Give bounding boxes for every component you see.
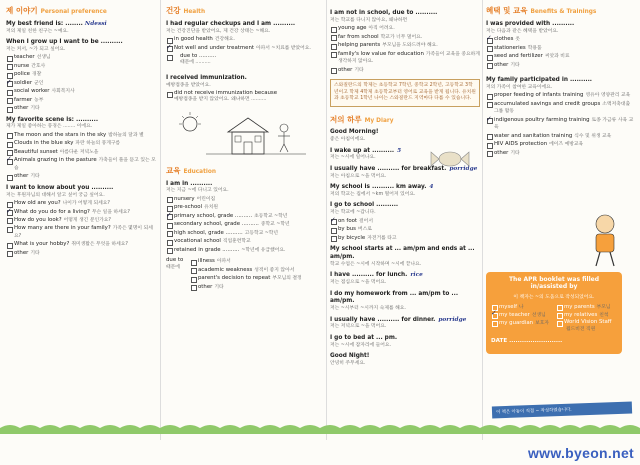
option-label-kr: 기타 bbox=[214, 284, 224, 290]
option-label: other bbox=[338, 66, 353, 73]
immunization-question: I received immunization. bbox=[166, 74, 247, 81]
option-label-kr: 식수 및 위생 교육 bbox=[574, 133, 612, 139]
option-label-kr: 기타 bbox=[354, 67, 364, 73]
option-label-kr: 무슨 일을 하세요? bbox=[91, 209, 130, 215]
checkbox-option[interactable] bbox=[6, 71, 156, 78]
option-label-kr: 고등학교 ~학년 bbox=[244, 230, 279, 236]
date-line: DATE ......................... bbox=[491, 338, 563, 344]
option-label-kr: 부모님을 도와드려야 해요. bbox=[382, 43, 438, 49]
option-label: How many are there in your family? bbox=[14, 225, 111, 232]
checkbox-option[interactable] bbox=[166, 238, 322, 245]
checkbox-option[interactable] bbox=[6, 63, 156, 70]
immunization-options bbox=[166, 90, 322, 97]
option-label-kr: 씨앗과 비료 bbox=[544, 54, 570, 60]
checkbox-option[interactable] bbox=[166, 90, 322, 97]
provided-sub: 저는 다음과 같은 혜택을 받았어요. bbox=[486, 28, 559, 34]
option-label-kr: 부모님 bbox=[596, 305, 611, 310]
box-options bbox=[491, 302, 617, 332]
option-label: indigenous poultry farming training bbox=[494, 116, 590, 123]
diary-line-kr: 저는 ~시에 잠자리에 들어요. bbox=[330, 342, 392, 348]
due-options bbox=[190, 257, 302, 291]
cartoon-child-icon bbox=[580, 210, 630, 270]
diary-line: I do my homework from ... am/pm to ... am/pm. bbox=[330, 290, 459, 305]
option-label: Clouds in the blue sky bbox=[14, 140, 74, 147]
option-label-kr: 선생님 bbox=[531, 313, 546, 318]
due-label: due to 때문에 bbox=[166, 257, 184, 270]
checkbox-option[interactable] bbox=[6, 88, 156, 95]
option-label: water and sanitation training bbox=[494, 132, 573, 139]
checkbox-option[interactable] bbox=[330, 42, 480, 49]
diary-line-kr: 좋은 아침이에요. bbox=[330, 137, 366, 143]
option-label: World Vision Staff bbox=[564, 319, 612, 325]
checkbox-option[interactable] bbox=[6, 157, 156, 172]
option-label: on foot bbox=[338, 217, 358, 224]
handwritten-answer: porridge bbox=[438, 316, 467, 323]
checkbox-option[interactable] bbox=[486, 150, 636, 157]
candy-icon bbox=[430, 148, 470, 170]
checkbox-option[interactable] bbox=[6, 132, 156, 139]
education-options bbox=[166, 196, 322, 254]
option-label: my parents bbox=[564, 304, 595, 310]
option-label: my teacher bbox=[499, 312, 530, 318]
checkbox-option[interactable] bbox=[6, 250, 156, 257]
checkbox-option[interactable] bbox=[330, 34, 480, 41]
checkbox-option[interactable] bbox=[556, 311, 617, 318]
due-block bbox=[166, 257, 322, 291]
diary-line: My school is .......... km away. 4 bbox=[330, 184, 434, 191]
grow-up-sub: 저는 커서, ~가 되고 싶어요. bbox=[6, 46, 66, 52]
option-label: farmer bbox=[14, 96, 33, 103]
diary-lines-2 bbox=[330, 246, 480, 367]
option-label: vocational school bbox=[174, 238, 221, 245]
option-label-kr: 군인 bbox=[34, 80, 44, 86]
watermark: www.byeon.net bbox=[527, 445, 634, 461]
option-label-kr: 학용품 bbox=[527, 45, 542, 51]
option-label: by bicycle bbox=[338, 234, 366, 241]
checkbox-option[interactable] bbox=[486, 45, 636, 52]
provided-question: I was provided with .......... bbox=[486, 20, 575, 27]
option-label: other bbox=[14, 105, 29, 112]
option-label: Not well and under treatment bbox=[174, 44, 254, 51]
section-heading: 혜택 및 교육 Benefits & Trainings bbox=[486, 6, 597, 15]
option-label: helping parents bbox=[338, 42, 381, 49]
checkup-question: I had regular checkups and I am .......... bbox=[166, 20, 296, 27]
checkbox-option[interactable] bbox=[166, 230, 322, 237]
option-label-kr: 사회복지사 bbox=[51, 89, 75, 95]
diary-line-kr: 저는 학교에 ~갑니다. bbox=[330, 210, 376, 216]
immunization-sub2: 예방접종을 받지 않았어요. 왜냐하면 .......... bbox=[174, 97, 267, 103]
option-label-kr: 토종 가금류 사육 교육 bbox=[494, 117, 634, 131]
assisted-by-box bbox=[486, 272, 622, 354]
fold-line bbox=[160, 0, 161, 440]
diary-line-kr: 저는 ~시부터 ~시까지 숙제를 해요. bbox=[330, 306, 406, 312]
checkbox-option[interactable] bbox=[330, 235, 480, 242]
checkbox-option[interactable] bbox=[486, 141, 636, 148]
diary-line: I go to bed at ... pm. bbox=[330, 334, 398, 341]
checkbox-option[interactable] bbox=[6, 140, 156, 147]
section-heading: 건강 Health bbox=[166, 6, 206, 15]
option-label: police bbox=[14, 71, 30, 78]
option-label-kr: 성적이 좋지 않아서 bbox=[254, 267, 295, 273]
scene-options bbox=[6, 132, 156, 181]
checkbox-option[interactable] bbox=[330, 25, 480, 32]
option-label-kr: 학교가 너무 멀어요. bbox=[380, 34, 423, 40]
checkbox-option[interactable] bbox=[6, 225, 156, 240]
option-label: The moon and the stars in the sky bbox=[14, 131, 107, 138]
option-label-kr: 기타 bbox=[30, 250, 40, 256]
education-question: I am in .......... bbox=[166, 180, 213, 187]
checkbox-option[interactable] bbox=[166, 204, 322, 211]
checkbox-option[interactable] bbox=[166, 45, 322, 52]
checkbox-option[interactable] bbox=[166, 36, 322, 43]
section-heading: 제 이야기 Personal preference bbox=[6, 6, 107, 15]
checkbox-option[interactable] bbox=[491, 319, 552, 332]
diary-lines bbox=[330, 129, 480, 216]
option-label: my relatives bbox=[564, 312, 598, 318]
grow-up-question: When I grow up I want to be .......... bbox=[6, 39, 123, 46]
option-label-kr: 나이가 어떻게 되세요? bbox=[62, 201, 110, 207]
checkup-options bbox=[166, 36, 322, 52]
option-label: other bbox=[14, 249, 29, 256]
fold-line bbox=[482, 0, 483, 440]
option-label-kr: 어떻게 생긴 분인가요? bbox=[63, 217, 111, 223]
family-options bbox=[486, 92, 636, 157]
diary-line-kr: 저는 저녁으로 ~을 먹어요. bbox=[330, 324, 387, 330]
immunization-sub: 예방접종을 받았어요. bbox=[166, 82, 211, 88]
checkbox-option[interactable] bbox=[166, 196, 322, 203]
diary-line: I go to school .......... bbox=[330, 202, 399, 209]
option-label: Animals grazing in the pasture bbox=[14, 157, 97, 164]
option-label: What is your hobby? bbox=[14, 241, 70, 248]
checkbox-option[interactable] bbox=[6, 80, 156, 87]
option-label: myself bbox=[499, 304, 517, 310]
checkbox-option[interactable] bbox=[6, 241, 156, 248]
option-label-kr: 아파서 ~치료를 받았어요. bbox=[256, 45, 311, 51]
option-label-kr: 기타 bbox=[30, 174, 40, 180]
option-label: pre-school bbox=[174, 204, 203, 211]
option-label: young age bbox=[338, 25, 367, 32]
box-title: The APR booklet was filled in/assisted by bbox=[508, 276, 600, 290]
option-label-kr: 부모님의 결정 bbox=[272, 276, 302, 282]
option-label: high school, grade .......... bbox=[174, 229, 243, 236]
handwritten-answer: porridge bbox=[449, 165, 478, 172]
checkbox-option[interactable] bbox=[486, 62, 636, 69]
checkbox-option[interactable] bbox=[166, 213, 322, 220]
education-sub: 저는 지금 ~에 다니고 있어요. bbox=[166, 188, 229, 194]
section-heading: 저의 하루 My Diary bbox=[330, 114, 394, 124]
option-label-kr: ~학년에 유급했어요. bbox=[241, 247, 286, 253]
school-system-note: 스와질란드의 학제는 초등학교 7학년, 중학교 2학년, 고등학교 3학년이고 학제 4학제 초등학교부터 영어로 교육을 받게 됩니다. 유치원과 초등학교 1학년 나이는 스와질란드 지역마다 다를 수 있습니다. bbox=[330, 79, 480, 106]
health-education-section bbox=[166, 6, 322, 426]
handwritten-answer: 4 bbox=[429, 184, 434, 191]
checkbox-option[interactable] bbox=[166, 247, 322, 254]
child-drawing bbox=[166, 110, 322, 158]
diary-line: Good Morning! bbox=[330, 129, 379, 136]
know-question: I want to know about you .......... bbox=[6, 184, 114, 191]
diary-line-kr: 저의 학교는 집에서 ~km 떨어져 있어요. bbox=[330, 191, 416, 197]
option-label-kr: 초등학교 ~학년 bbox=[254, 213, 288, 219]
know-sub: 저는 후원자님의 대해서 알고 싶어 궁금 싶어요. bbox=[6, 192, 105, 198]
checkbox-option[interactable] bbox=[6, 54, 156, 61]
option-label: far from school bbox=[338, 33, 379, 40]
provided-options bbox=[486, 36, 636, 69]
option-label-kr: 영유아 영양관리 교육 bbox=[585, 93, 631, 99]
option-label-kr: 월드비전 직원 bbox=[566, 327, 596, 332]
checkbox-option[interactable] bbox=[556, 303, 617, 310]
family-question: My family participated in .......... bbox=[486, 76, 592, 83]
fold-line bbox=[326, 0, 327, 440]
checkbox-option[interactable] bbox=[190, 275, 302, 282]
checkbox-option[interactable] bbox=[330, 51, 480, 66]
option-label: How old are you? bbox=[14, 200, 61, 207]
checkbox-option[interactable] bbox=[486, 117, 636, 132]
option-label: What do you do for a living? bbox=[14, 208, 90, 215]
grass-border-icon bbox=[0, 420, 640, 434]
not-school-sub: 저는 학교를 다니지 않아요, 왜냐하면 bbox=[330, 17, 408, 23]
diary-line-kr: 안녕히 주무세요. bbox=[330, 360, 366, 366]
section-heading: 교육 Education bbox=[166, 165, 216, 175]
option-label-kr: 가족들이 교육을 중요하게 생각하지 않아요. bbox=[338, 51, 480, 65]
option-label-kr: 에이즈 예방교육 bbox=[549, 142, 584, 148]
scene-question: My favorite scene is: .......... bbox=[6, 116, 99, 123]
option-label: soldier bbox=[14, 79, 33, 86]
option-label: stationeries bbox=[494, 44, 526, 51]
option-label: other bbox=[494, 61, 509, 68]
checkbox-option[interactable] bbox=[6, 209, 156, 216]
not-school-question: I am not in school, due to .......... bbox=[330, 10, 438, 16]
option-label-kr: 어린이집 bbox=[196, 196, 216, 202]
option-label-kr: 건강해요. bbox=[214, 37, 235, 43]
scene-sub: 제가 제일 좋아하는 풍경은 ........ 이에요. bbox=[6, 124, 93, 130]
option-label: proper feeding of infants training bbox=[494, 92, 584, 99]
diary-line: I usually have .......... for dinner. porridge bbox=[330, 316, 467, 323]
diary-line-kr: 저는 아침으로 ~을 먹어요. bbox=[330, 173, 387, 179]
stamp-banner: 이 책은 아동이 직접 ~ 작성하였습니다. bbox=[492, 402, 632, 419]
option-label-kr: 가축들이 풀을 뜯고 있는 모습 bbox=[14, 158, 156, 171]
option-label: How do you look? bbox=[14, 216, 62, 223]
option-label-kr: 옷 bbox=[515, 37, 521, 43]
option-label-kr: 친척 bbox=[599, 313, 609, 318]
due-to-line: due to .......... bbox=[166, 53, 322, 60]
checkbox-option[interactable] bbox=[6, 217, 156, 224]
checkbox-option[interactable] bbox=[190, 267, 302, 274]
house-drawing-icon bbox=[166, 110, 316, 158]
option-label: did not receive immunization because bbox=[174, 90, 278, 97]
diary-line: Good Night! bbox=[330, 353, 370, 360]
grow-options bbox=[6, 54, 156, 112]
option-label-kr: 농부 bbox=[34, 97, 44, 103]
diary-line-kr: 학교 수업은 ~시에 시작하며 ~시에 끝나요. bbox=[330, 261, 422, 267]
option-label: teacher bbox=[14, 54, 35, 61]
option-label-kr: 보호자 bbox=[535, 321, 549, 326]
due-to-sub: 때문에 .......... bbox=[180, 60, 211, 66]
best-friend-question: My best friend is: ........ Ndessi bbox=[6, 20, 107, 27]
personal-preference-section bbox=[6, 6, 156, 426]
option-label: HIV AIDS protection bbox=[494, 141, 548, 148]
option-label-kr: 직업훈련학교 bbox=[222, 239, 251, 245]
checkbox-option[interactable] bbox=[491, 303, 552, 310]
checkup-sub: 저는 건강진단을 받았어요, 제 건강 상태는 ~해요. bbox=[166, 28, 271, 34]
option-label: illness bbox=[198, 258, 215, 265]
family-sub: 저의 가족이 참여한 교육이에요. bbox=[486, 84, 553, 90]
option-label-kr: 파란 하늘의 뭉게구름 bbox=[75, 141, 121, 147]
diary-section bbox=[330, 6, 480, 426]
handwritten-answer: rice bbox=[410, 272, 423, 279]
diary-line: I usually have .......... for breakfast. porridge bbox=[330, 165, 478, 172]
option-label-kr: 밤하늘의 달과 별 bbox=[108, 132, 144, 138]
option-label: accumulated savings and credit groups bbox=[494, 100, 601, 107]
checkbox-option[interactable] bbox=[556, 319, 617, 332]
option-label-kr: 소액저축대출 그룹 활동 bbox=[494, 101, 631, 115]
checkbox-option[interactable] bbox=[6, 97, 156, 104]
checkbox-option[interactable] bbox=[190, 258, 302, 265]
option-label-kr: 나 bbox=[518, 305, 524, 310]
option-label-kr: 자전거를 타고 bbox=[367, 235, 397, 241]
checkbox-option[interactable] bbox=[486, 53, 636, 60]
option-label: seed and fertilizer bbox=[494, 53, 543, 60]
diary-line: My school starts at ... am/pm and ends at ... am/pm. bbox=[330, 246, 475, 260]
option-label: nurse bbox=[14, 62, 30, 69]
checkbox-option[interactable] bbox=[6, 173, 156, 180]
know-options bbox=[6, 200, 156, 257]
option-label: family's low value for education bbox=[338, 50, 424, 57]
option-label: by bus bbox=[338, 226, 356, 233]
checkbox-option[interactable] bbox=[486, 92, 636, 99]
checkbox-option[interactable] bbox=[6, 149, 156, 156]
best-friend-sub: 저의 제일 친한 친구는 ~예요. bbox=[6, 28, 69, 34]
checkbox-option[interactable] bbox=[486, 101, 636, 116]
option-label: primary school, grade .......... bbox=[174, 212, 253, 219]
go-to-school-options bbox=[330, 218, 480, 242]
checkbox-option[interactable] bbox=[486, 36, 636, 43]
option-label: academic weakness bbox=[198, 266, 253, 273]
handwritten-answer: 5 bbox=[397, 147, 402, 154]
checkbox-option[interactable] bbox=[330, 67, 480, 74]
option-label-kr: 간호사 bbox=[31, 63, 46, 69]
diary-line-kr: 저는 ~시에 일어나요. bbox=[330, 155, 376, 161]
option-label: my guardian bbox=[499, 320, 534, 326]
checkbox-option[interactable] bbox=[486, 133, 636, 140]
option-label-kr: 중학교 ~학년 bbox=[260, 222, 290, 228]
checkbox-option[interactable] bbox=[166, 221, 322, 228]
box-title-kr: 이 책자는 ~의 도움으로 작성되었어요. bbox=[513, 295, 595, 300]
checkbox-option[interactable] bbox=[330, 226, 480, 233]
option-label-kr: 아름다운 저녁노을 bbox=[59, 149, 99, 155]
option-label: nursery bbox=[174, 195, 195, 202]
option-label: social worker bbox=[14, 88, 50, 95]
checkbox-option[interactable] bbox=[6, 105, 156, 112]
option-label-kr: 아직 어려요. bbox=[368, 26, 395, 32]
option-label: in good health bbox=[174, 36, 213, 43]
checkbox-option[interactable] bbox=[6, 200, 156, 207]
option-label-kr: 기타 bbox=[510, 62, 520, 68]
diary-line: I wake up at .......... 5 bbox=[330, 147, 402, 154]
checkbox-option[interactable] bbox=[491, 311, 552, 318]
option-label-kr: 취미생활은 무엇을 하세요? bbox=[71, 242, 128, 248]
option-label-kr: 유치원 bbox=[204, 205, 218, 211]
checkbox-option[interactable] bbox=[330, 218, 480, 225]
option-label-kr: 선생님 bbox=[36, 55, 51, 61]
option-label: retained in grade .......... bbox=[174, 246, 240, 253]
option-label-kr: 버스로 bbox=[357, 227, 372, 233]
diary-line: I have .......... for lunch. rice bbox=[330, 272, 423, 279]
option-label-kr: 경찰 bbox=[32, 72, 42, 78]
option-label-kr: 기타 bbox=[510, 150, 520, 156]
option-label: other bbox=[198, 283, 213, 290]
not-school-options bbox=[330, 25, 480, 74]
option-label-kr: 걸어서 bbox=[359, 218, 373, 224]
option-label: other bbox=[494, 149, 509, 156]
option-label: parent's decision to repeat bbox=[198, 275, 271, 282]
checkbox-option[interactable] bbox=[190, 284, 302, 291]
option-label: other bbox=[14, 173, 29, 180]
option-label: secondary school, grade .......... bbox=[174, 221, 259, 228]
option-label: Beautiful sunset bbox=[14, 148, 58, 155]
option-label-kr: 아파서 bbox=[216, 259, 231, 265]
diary-line-kr: 저는 점심으로 ~을 먹어요. bbox=[330, 280, 387, 286]
option-label-kr: 기타 bbox=[30, 106, 40, 112]
option-label: clothes bbox=[494, 36, 514, 43]
option-label-kr: 가족은 몇명이 되세요? bbox=[14, 226, 153, 239]
